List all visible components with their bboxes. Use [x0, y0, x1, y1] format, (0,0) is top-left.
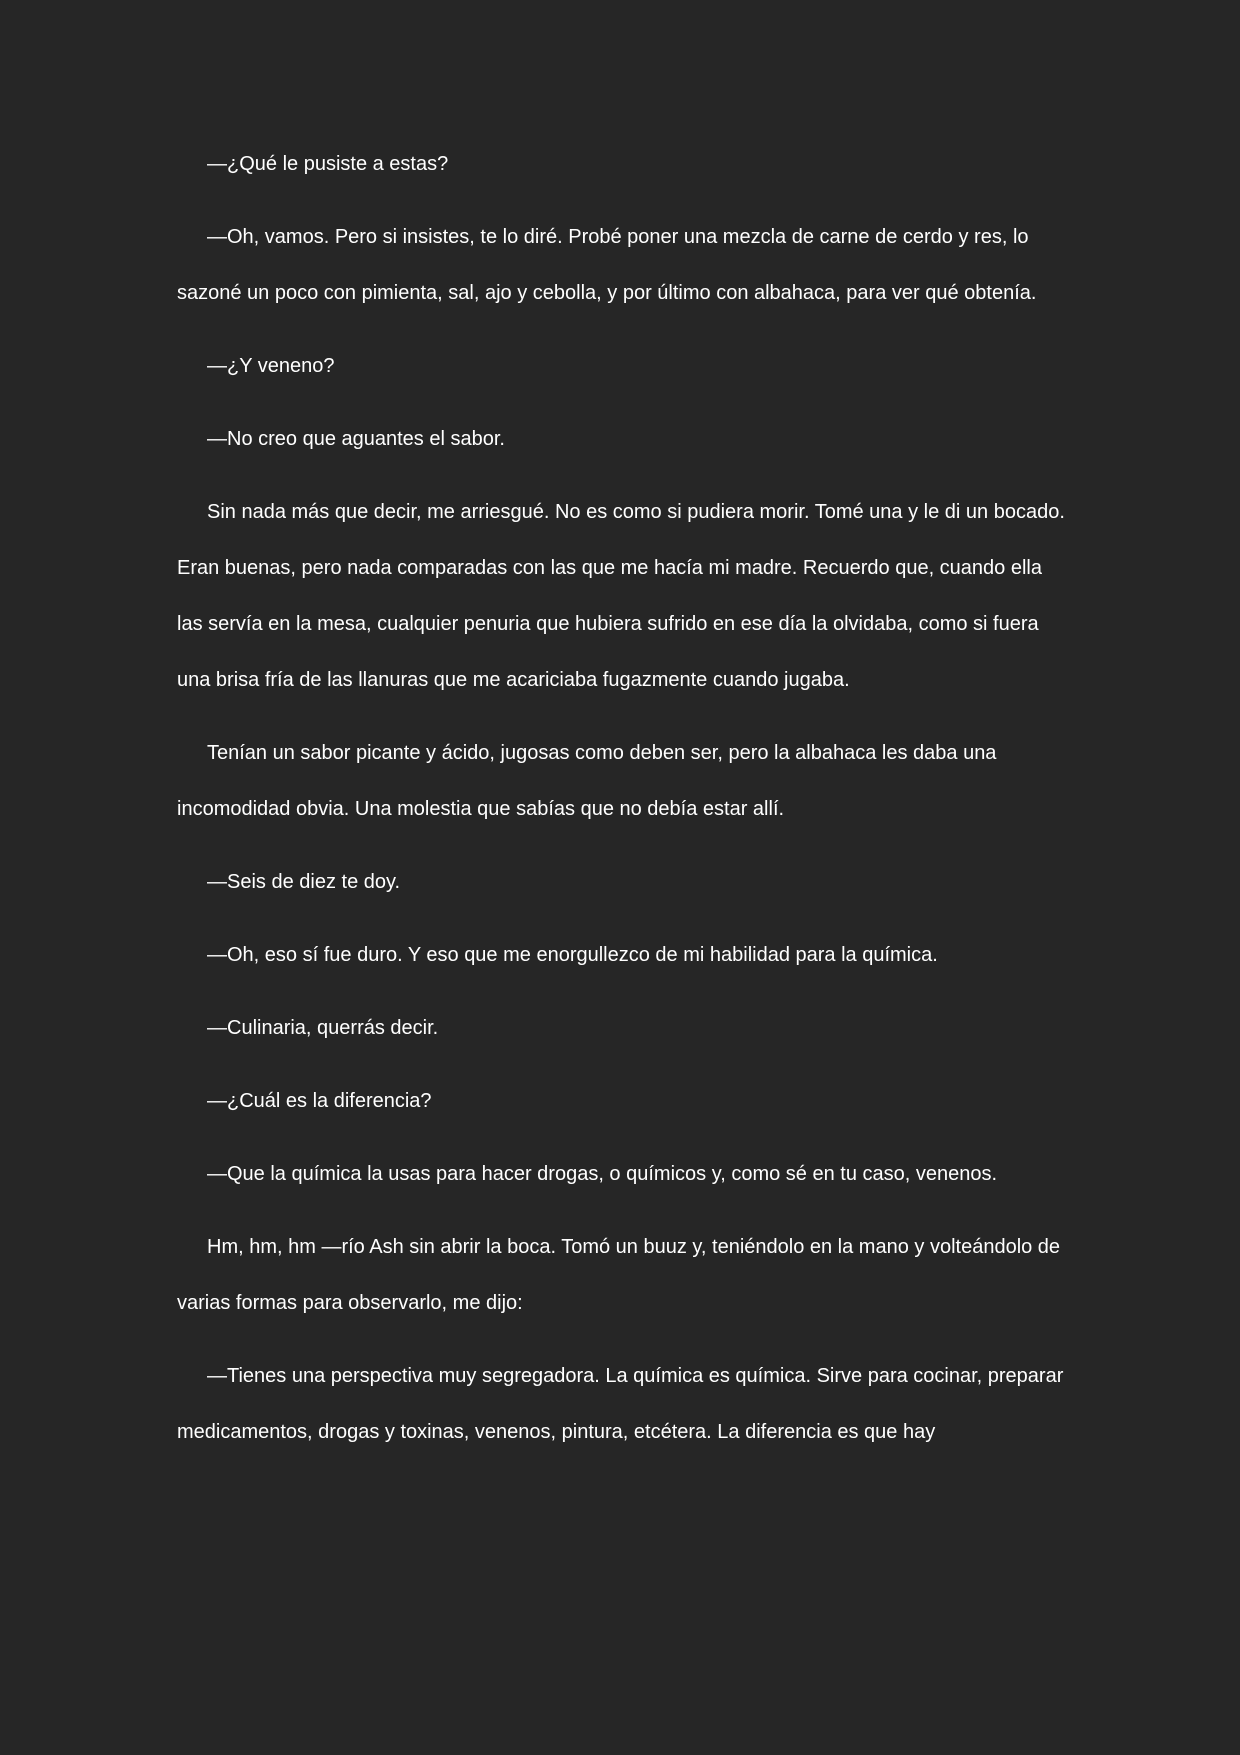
paragraph: Tenían un sabor picante y ácido, jugosas como deben ser, pero la albahaca les daba una incomodidad obvia. Una molestia que sabías que no debía estar allí. — [177, 742, 997, 820]
paragraph: —¿Qué le pusiste a estas? — [207, 153, 449, 175]
document-page — [177, 136, 1067, 1477]
paragraph: Hm, hm, hm —río Ash sin abrir la boca. Tomó un buuz y, teniéndolo en la mano y volteándolo de varias formas para observarlo, me dijo: — [177, 1236, 1061, 1314]
paragraph: —Oh, vamos. Pero si insistes, te lo diré. Probé poner una mezcla de carne de cerdo y res, lo sazoné un poco con pimienta, sal, ajo y cebolla, y por último con albahaca, para ver qué obtenía. — [177, 226, 1037, 304]
paragraph: —Que la química la usas para hacer drogas, o químicos y, como sé en tu caso, venenos. — [207, 1163, 998, 1185]
paragraph: —Oh, eso sí fue duro. Y eso que me enorgullezco de mi habilidad para la química. — [207, 944, 938, 966]
paragraph: Sin nada más que decir, me arriesgué. No es como si pudiera morir. Tomé una y le di un bocado. Eran buenas, pero nada comparadas con las que me hacía mi madre. Recuerdo que, cuando ella las servía en la mesa, cualquier penuria que hubiera sufrido en ese día la olvidaba, como si fuera una brisa fría de las llanuras que me acariciaba fugazmente cuando jugaba. — [177, 501, 1065, 691]
paragraph: —Tienes una perspectiva muy segregadora. La química es química. Sirve para cocinar, preparar medicamentos, drogas y toxinas, venenos, pintura, etcétera. La diferencia es que hay — [177, 1365, 1064, 1443]
paragraph: —Seis de diez te doy. — [207, 871, 401, 893]
paragraph: —No creo que aguantes el sabor. — [207, 428, 505, 450]
paragraph: —Culinaria, querrás decir. — [207, 1017, 439, 1039]
paragraph: —¿Y veneno? — [207, 355, 335, 377]
paragraph: —¿Cuál es la diferencia? — [207, 1090, 432, 1112]
